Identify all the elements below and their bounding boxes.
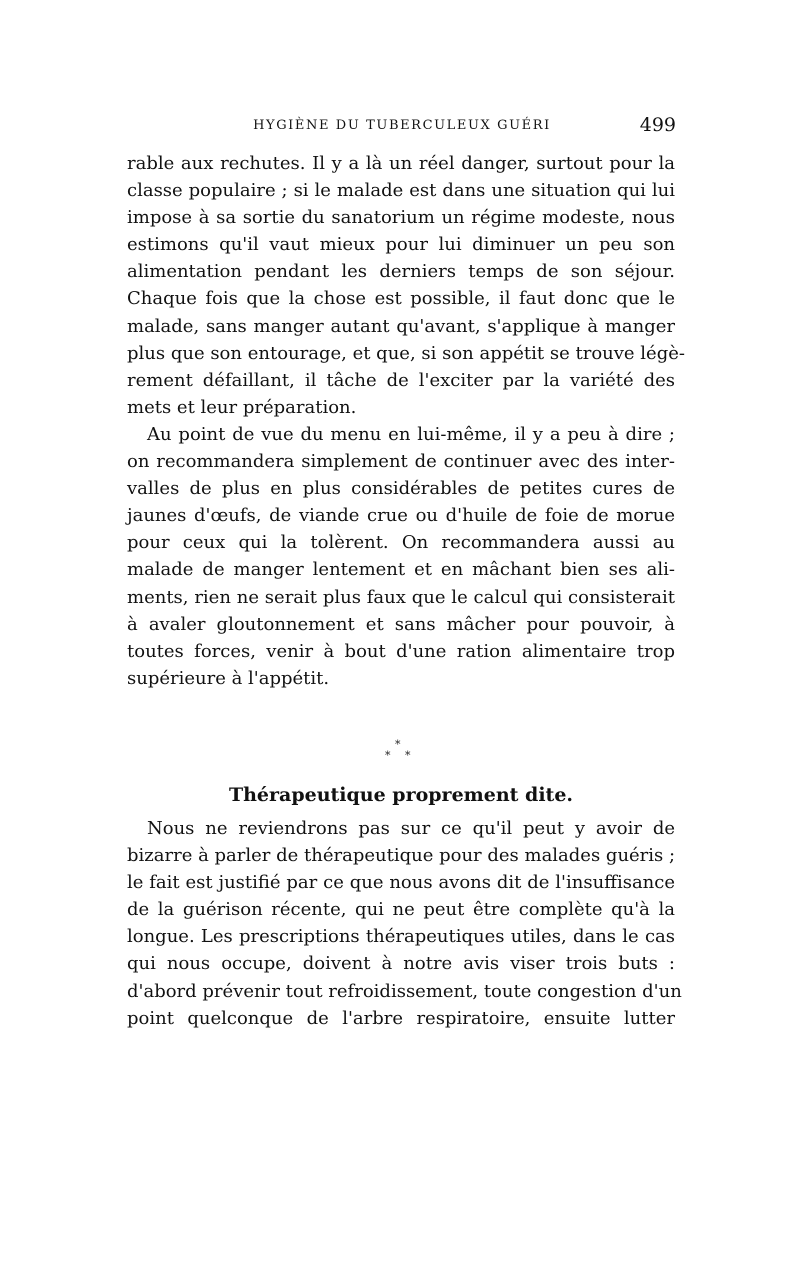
- text-line: mets et leur préparation.: [127, 396, 357, 418]
- text-line: de la guérison récente, qui ne peut être complète qu'à la: [127, 899, 675, 921]
- running-title: HYGIÈNE DU TUBERCULEUX GUÉRI: [253, 118, 551, 133]
- asterisk-glyph: *: [395, 738, 401, 751]
- text-line: rement défaillant, il tâche de l'exciter par la variété des: [127, 369, 675, 391]
- text-line: on recommandera simplement de continuer avec des inter-: [127, 451, 675, 473]
- text-line: alimentation pendant les derniers temps de son séjour.: [127, 261, 675, 283]
- text-line: rable aux rechutes. Il y a là un réel danger, surtout pour la: [127, 153, 675, 174]
- asterism-divider: [385, 738, 415, 766]
- text-line: qui nous occupe, doivent à notre avis viser trois buts :: [127, 953, 675, 975]
- text-line: longue. Les prescriptions thérapeutiques utiles, dans le cas: [127, 926, 675, 948]
- text-line: Nous ne reviendrons pas sur ce qu'il peut y avoir de: [147, 818, 675, 839]
- text-line: pour ceux qui la tolèrent. On recommandera aussi au: [127, 532, 675, 554]
- text-line: bizarre à parler de thérapeutique pour des malades guéris ;: [127, 845, 676, 867]
- text-line: malade de manger lentement et en mâchant bien ses ali-: [127, 559, 675, 581]
- text-line: jaunes d'œufs, de viande crue ou d'huile de foie de morue: [127, 505, 675, 527]
- section-heading: Thérapeutique proprement dite.: [228, 784, 574, 806]
- text-line: plus que son entourage, et que, si son appétit se trouve légè-: [127, 342, 685, 364]
- body-text-upper: [127, 150, 685, 692]
- asterisk-glyph: *: [405, 749, 411, 762]
- text-line: impose à sa sortie du sanatorium un régime modeste, nous: [127, 207, 675, 229]
- running-head: [128, 114, 676, 138]
- text-line: toutes forces, venir à bout d'une ration alimentaire trop: [127, 640, 675, 662]
- text-line: Chaque fois que la chose est possible, il faut donc que le: [127, 288, 675, 310]
- text-line: estimons qu'il vaut mieux pour lui diminuer un peu son: [127, 234, 675, 256]
- text-line: d'abord prévenir tout refroidissement, toute congestion d'un: [127, 980, 682, 1002]
- text-line: malade, sans manger autant qu'avant, s'applique à manger: [127, 315, 675, 337]
- asterisk-glyph: *: [385, 749, 391, 762]
- text-line: point quelconque de l'arbre respiratoire, ensuite lutter: [127, 1007, 675, 1029]
- text-line: Au point de vue du menu en lui-même, il y a peu à dire ;: [147, 423, 675, 445]
- body-text-lower: [127, 815, 682, 1032]
- text-line: le fait est justifié par ce que nous avons dit de l'insuffisance: [127, 872, 675, 894]
- text-line: classe populaire ; si le malade est dans une situation qui lui: [127, 180, 675, 202]
- text-line: valles de plus en plus considérables de petites cures de: [127, 478, 675, 500]
- text-line: à avaler gloutonnement et sans mâcher pour pouvoir, à: [127, 613, 675, 635]
- text-line: supérieure à l'appétit.: [127, 667, 330, 689]
- page-number: 499: [639, 114, 676, 136]
- text-line: ments, rien ne serait plus faux que le calcul qui consisterait: [127, 586, 675, 608]
